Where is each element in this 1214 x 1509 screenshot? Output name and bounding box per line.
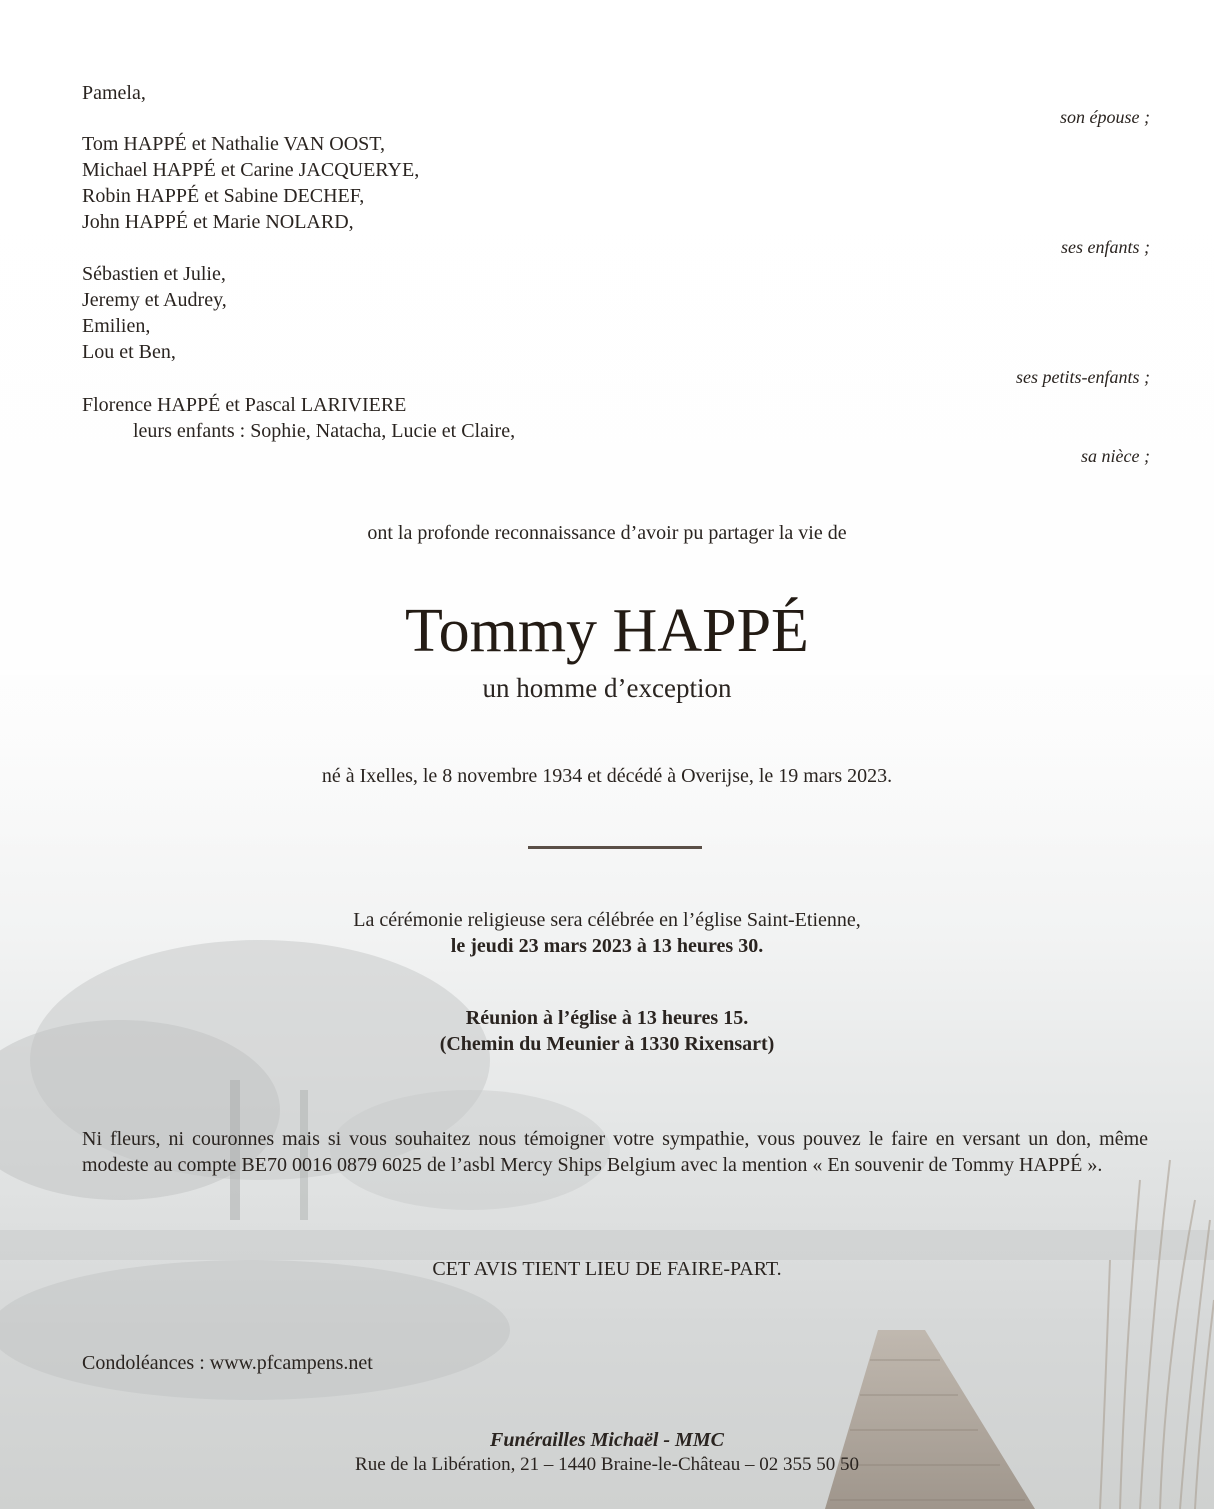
funeral-home-address: Rue de la Libération, 21 – 1440 Braine-le-Château – 02 355 50 50 bbox=[355, 1454, 859, 1475]
deceased-dates: né à Ixelles, le 8 novembre 1934 et décédé à Overijse, le 19 mars 2023. bbox=[321, 765, 893, 787]
intro-text: ont la profonde reconnaissance d’avoir pu partager la vie de bbox=[367, 522, 847, 544]
child-line: Michael HAPPÉ et Carine JACQUERYE, bbox=[82, 159, 420, 181]
divider bbox=[528, 846, 702, 849]
notice-text: CET AVIS TIENT LIEU DE FAIRE-PART. bbox=[432, 1258, 782, 1280]
child-line: Tom HAPPÉ et Nathalie VAN OOST, bbox=[82, 133, 386, 155]
grandchild-line: Jeremy et Audrey, bbox=[82, 289, 227, 311]
children-relation: ses enfants ; bbox=[1061, 237, 1150, 257]
niece-line: Florence HAPPÉ et Pascal LARIVIERE bbox=[82, 394, 407, 416]
meeting-address: (Chemin du Meunier à 1330 Rixensart) bbox=[439, 1033, 775, 1055]
niece-children-line: leurs enfants : Sophie, Natacha, Lucie et Claire, bbox=[133, 420, 516, 442]
deceased-subtitle: un homme d’exception bbox=[482, 673, 732, 703]
meeting-time: Réunion à l’église à 13 heures 15. bbox=[465, 1007, 749, 1029]
grandchild-line: Emilien, bbox=[82, 315, 151, 337]
child-line: Robin HAPPÉ et Sabine DECHEF, bbox=[82, 185, 365, 207]
spouse-name: Pamela, bbox=[82, 82, 146, 104]
spouse-relation: son épouse ; bbox=[1060, 107, 1150, 127]
donation-paragraph: Ni fleurs, ni couronnes mais si vous souhaitez nous témoigner votre sympathie, vous pouvez le faire en versant un don, même modeste au compte BE70 0016 0879 6025 de l’asbl Mercy Ships Belgium avec la mention « En souvenir de Tommy HAPPÉ ». bbox=[82, 1128, 1148, 1176]
grandchild-line: Lou et Ben, bbox=[82, 341, 176, 363]
grandchild-line: Sébastien et Julie, bbox=[82, 263, 226, 285]
deceased-name: Tommy HAPPÉ bbox=[405, 597, 809, 665]
grandchildren-relation: ses petits-enfants ; bbox=[1016, 367, 1150, 387]
niece-relation: sa nièce ; bbox=[1081, 446, 1150, 466]
funeral-home-name: Funérailles Michaël - MMC bbox=[490, 1429, 724, 1451]
child-line: John HAPPÉ et Marie NOLARD, bbox=[82, 211, 354, 233]
condolences-text: Condoléances : www.pfcampens.net bbox=[82, 1352, 373, 1374]
ceremony-date: le jeudi 23 mars 2023 à 13 heures 30. bbox=[450, 935, 764, 957]
ceremony-line: La cérémonie religieuse sera célébrée en l’église Saint-Etienne, bbox=[353, 909, 861, 931]
